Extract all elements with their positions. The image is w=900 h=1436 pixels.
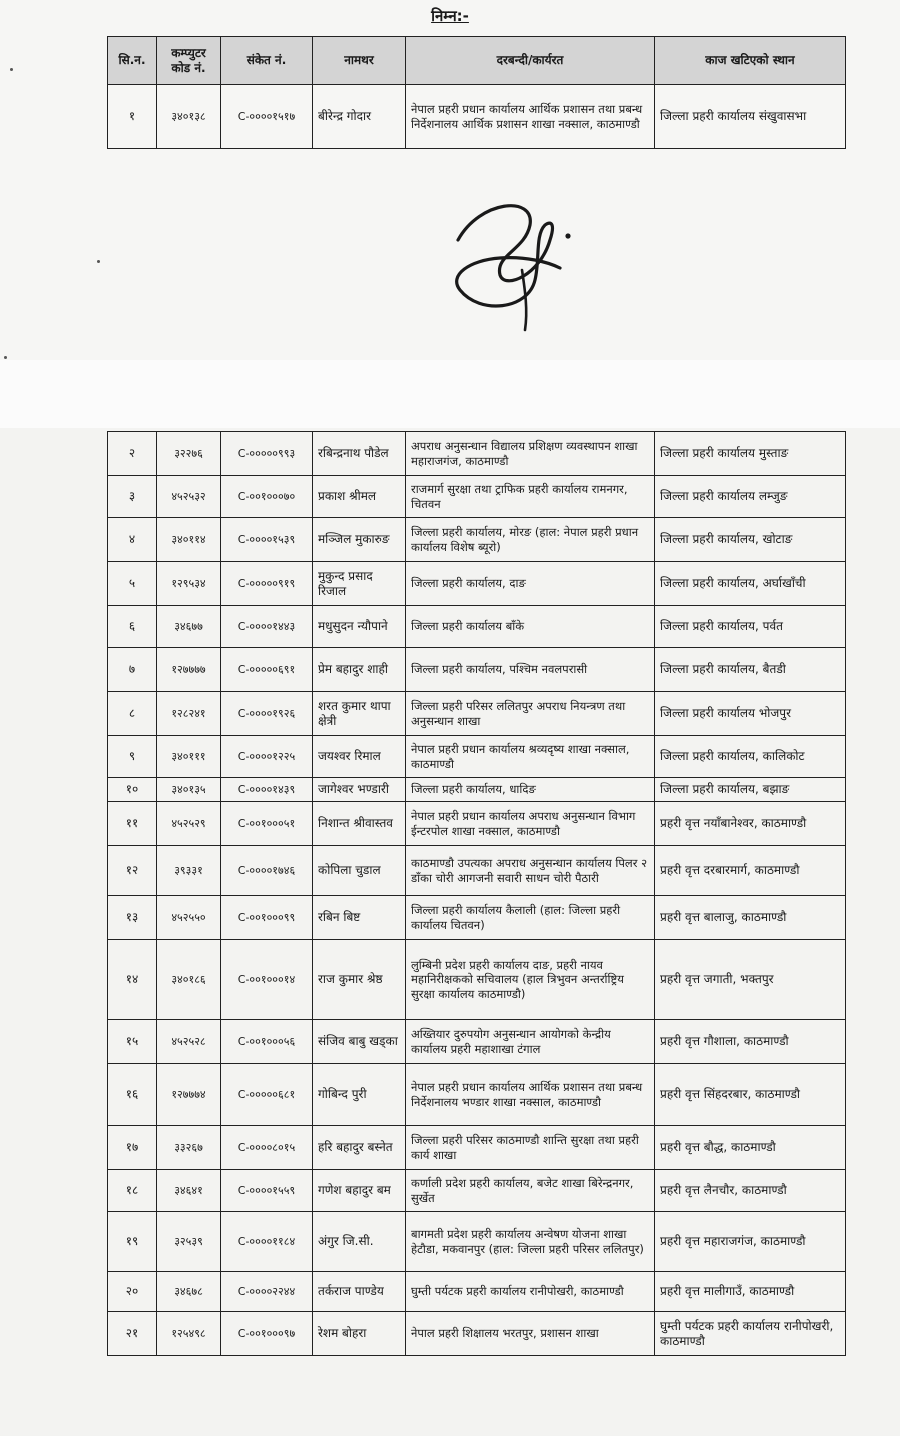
scan-speck xyxy=(10,68,13,71)
cell-name: जयश्वर रिमाल xyxy=(313,736,406,778)
page-gap xyxy=(0,360,900,428)
cell-post: कर्णाली प्रदेश प्रहरी कार्यालय, बजेट शाखा बिरेन्द्रनगर, सुर्खेत xyxy=(406,1170,655,1212)
cell-place: प्रहरी वृत्त महाराजगंज, काठमाण्डौ xyxy=(655,1212,846,1272)
cell-name: गणेश बहादुर बम xyxy=(313,1170,406,1212)
cell-symbol: C-००००१७४६ xyxy=(221,846,313,896)
cell-name: मधुसुदन न्यौपाने xyxy=(313,606,406,648)
cell-place: जिल्ला प्रहरी कार्यालय, बैतडी xyxy=(655,648,846,692)
header-symbol: संकेत नं. xyxy=(221,37,313,85)
cell-code: ३३२६७ xyxy=(157,1126,221,1170)
cell-code: ३४६४१ xyxy=(157,1170,221,1212)
cell-name: निशान्त श्रीवास्तव xyxy=(313,802,406,846)
cell-code: १२७७७४ xyxy=(157,1064,221,1126)
cell-place: प्रहरी वृत्त जगाती, भक्तपुर xyxy=(655,940,846,1020)
cell-place: जिल्ला प्रहरी कार्यालय, कालिकोट xyxy=(655,736,846,778)
cell-symbol: C-००००११८४ xyxy=(221,1212,313,1272)
table-row xyxy=(108,736,846,778)
table-row xyxy=(108,896,846,940)
table-row xyxy=(108,1312,846,1356)
cell-name: रेशम बोहरा xyxy=(313,1312,406,1356)
table-row xyxy=(108,1064,846,1126)
cell-post: जिल्ला प्रहरी कार्यालय, मोरङ (हाल: नेपाल प्रहरी प्रधान कार्यालय विशेष ब्यूरो) xyxy=(406,518,655,562)
cell-sn: २ xyxy=(108,432,157,476)
table-row xyxy=(108,1212,846,1272)
cell-post: लुम्बिनी प्रदेश प्रहरी कार्यालय दाङ, प्रहरी नायव महानिरीक्षकको सचिवालय (हाल त्रिभुवन अन्तर्राष्ट्रिय सुरक्षा कार्यालय काठमाण्डौ) xyxy=(406,940,655,1020)
cell-post: अपराध अनुसन्धान विद्यालय प्रशिक्षण व्यवस्थापन शाखा महाराजगंज, काठमाण्डौ xyxy=(406,432,655,476)
cell-name: अंगुर जि.सी. xyxy=(313,1212,406,1272)
cell-sn: १३ xyxy=(108,896,157,940)
cell-code: ३४६७८ xyxy=(157,1272,221,1312)
table-row xyxy=(108,648,846,692)
cell-sn: १८ xyxy=(108,1170,157,1212)
cell-sn: १४ xyxy=(108,940,157,1020)
cell-code: ३४०१३८ xyxy=(157,85,221,149)
cell-code: ३२५३९ xyxy=(157,1212,221,1272)
cell-symbol: C-०००००६८१ xyxy=(221,1064,313,1126)
cell-code: ४५२५२८ xyxy=(157,1020,221,1064)
cell-name: प्रेम बहादुर शाही xyxy=(313,648,406,692)
cell-sn: ६ xyxy=(108,606,157,648)
table-row xyxy=(108,1020,846,1064)
cell-place: जिल्ला प्रहरी कार्यालय, अर्घाखाँची xyxy=(655,562,846,606)
cell-name: रबिन बिष्ट xyxy=(313,896,406,940)
cell-post: जिल्ला प्रहरी कार्यालय बाँके xyxy=(406,606,655,648)
cell-post: जिल्ला प्रहरी परिसर काठमाण्डौ शान्ति सुरक्षा तथा प्रहरी कार्य शाखा xyxy=(406,1126,655,1170)
table-row xyxy=(108,476,846,518)
cell-code: ४५२५३२ xyxy=(157,476,221,518)
cell-sn: ४ xyxy=(108,518,157,562)
cell-code: ३४०१३५ xyxy=(157,778,221,802)
cell-place: प्रहरी वृत्त दरबारमार्ग, काठमाण्डौ xyxy=(655,846,846,896)
cell-symbol: C-०००००९१९ xyxy=(221,562,313,606)
scan-speck xyxy=(4,356,7,359)
table-row xyxy=(108,85,846,149)
header-code: कम्प्युटर कोड नं. xyxy=(157,37,221,85)
cell-sn: १२ xyxy=(108,846,157,896)
cell-place: प्रहरी वृत्त नयाँबानेश्वर, काठमाण्डौ xyxy=(655,802,846,846)
table-row xyxy=(108,606,846,648)
cell-sn: ५ xyxy=(108,562,157,606)
cell-code: ३४०११४ xyxy=(157,518,221,562)
cell-symbol: C-००१०००९९ xyxy=(221,896,313,940)
cell-place: जिल्ला प्रहरी कार्यालय मुस्ताङ xyxy=(655,432,846,476)
table-row xyxy=(108,1272,846,1312)
cell-post: नेपाल प्रहरी प्रधान कार्यालय अपराध अनुसन्धान विभाग ईन्टरपोल शाखा नक्साल, काठमाण्डौ xyxy=(406,802,655,846)
cell-symbol: C-००००१२२५ xyxy=(221,736,313,778)
cell-symbol: C-०००००९९३ xyxy=(221,432,313,476)
cell-place: प्रहरी वृत्त गौशाला, काठमाण्डौ xyxy=(655,1020,846,1064)
cell-symbol: C-००००१४४३ xyxy=(221,606,313,648)
cell-sn: १९ xyxy=(108,1212,157,1272)
cell-code: १२५४९८ xyxy=(157,1312,221,1356)
cell-name: गोबिन्द पुरी xyxy=(313,1064,406,1126)
cell-code: ३४०१८६ xyxy=(157,940,221,1020)
table-row xyxy=(108,1170,846,1212)
table-row xyxy=(108,802,846,846)
cell-name: संजिव बाबु खड्का xyxy=(313,1020,406,1064)
cell-post: जिल्ला प्रहरी परिसर ललितपुर अपराध नियन्त्रण तथा अनुसन्धान शाखा xyxy=(406,692,655,736)
cell-symbol: C-००१०००७० xyxy=(221,476,313,518)
assignment-table-bottom xyxy=(107,431,846,1356)
cell-symbol: C-००००१९२६ xyxy=(221,692,313,736)
scan-speck xyxy=(97,260,100,263)
cell-code: ४५२५५० xyxy=(157,896,221,940)
cell-post: जिल्ला प्रहरी कार्यालय, धादिङ xyxy=(406,778,655,802)
table-row xyxy=(108,940,846,1020)
cell-sn: १० xyxy=(108,778,157,802)
cell-post: अख्तियार दुरुपयोग अनुसन्धान आयोगको केन्द्रीय कार्यालय प्रहरी महाशाखा टंगाल xyxy=(406,1020,655,1064)
cell-symbol: C-००००१५३९ xyxy=(221,518,313,562)
cell-place: जिल्ला प्रहरी कार्यालय भोजपुर xyxy=(655,692,846,736)
cell-post: जिल्ला प्रहरी कार्यालय कैलाली (हाल: जिल्ला प्रहरी कार्यालय चितवन) xyxy=(406,896,655,940)
cell-post: जिल्ला प्रहरी कार्यालय, दाङ xyxy=(406,562,655,606)
header-post: दरबन्दी/कार्यरत xyxy=(406,37,655,85)
cell-symbol: C-००००२२४४ xyxy=(221,1272,313,1312)
table-row xyxy=(108,1126,846,1170)
signature xyxy=(440,180,590,340)
cell-post: नेपाल प्रहरी प्रधान कार्यालय आर्थिक प्रशासन तथा प्रबन्ध निर्देशनालय आर्थिक प्रशासन शाखा नक्साल, काठमाण्डौ xyxy=(406,85,655,149)
cell-symbol: C-००१०००१४ xyxy=(221,940,313,1020)
table-row xyxy=(108,846,846,896)
cell-name: मुकुन्द प्रसाद रिजाल xyxy=(313,562,406,606)
cell-name: कोपिला चुडाल xyxy=(313,846,406,896)
table-header-row xyxy=(108,37,846,85)
cell-place: घुम्ती पर्यटक प्रहरी कार्यालय रानीपोखरी, काठमाण्डौ xyxy=(655,1312,846,1356)
cell-code: ४५२५२९ xyxy=(157,802,221,846)
page-heading: निम्न:- xyxy=(431,7,469,25)
cell-sn: ८ xyxy=(108,692,157,736)
cell-sn: २१ xyxy=(108,1312,157,1356)
cell-name: राज कुमार श्रेष्ठ xyxy=(313,940,406,1020)
cell-code: ३४०१११ xyxy=(157,736,221,778)
cell-place: जिल्ला प्रहरी कार्यालय, बझाङ xyxy=(655,778,846,802)
cell-post: बागमती प्रदेश प्रहरी कार्यालय अन्वेषण योजना शाखा हेटौडा, मकवानपुर (हाल: जिल्ला प्रहरी परिसर ललितपुर) xyxy=(406,1212,655,1272)
cell-name: मञ्जिल मुकारुङ xyxy=(313,518,406,562)
cell-code: ३२२७६ xyxy=(157,432,221,476)
cell-sn: ३ xyxy=(108,476,157,518)
cell-post: राजमार्ग सुरक्षा तथा ट्राफिक प्रहरी कार्यालय रामनगर, चितवन xyxy=(406,476,655,518)
cell-post: काठमाण्डौ उपत्यका अपराध अनुसन्धान कार्यालय पिलर २ डाँका चोरी आगजनी सवारी साधन चोरी पैठारी xyxy=(406,846,655,896)
cell-code: ३४६७७ xyxy=(157,606,221,648)
cell-post: घुम्ती पर्यटक प्रहरी कार्यालय रानीपोखरी, काठमाण्डौ xyxy=(406,1272,655,1312)
table-row xyxy=(108,692,846,736)
header-name: नामथर xyxy=(313,37,406,85)
cell-symbol: C-००००१४३९ xyxy=(221,778,313,802)
cell-symbol: C-०००००६९१ xyxy=(221,648,313,692)
cell-name: रबिन्द्रनाथ पौडेल xyxy=(313,432,406,476)
cell-place: प्रहरी वृत्त बालाजु, काठमाण्डौ xyxy=(655,896,846,940)
cell-name: तर्कराज पाण्डेय xyxy=(313,1272,406,1312)
cell-code: १२९५३४ xyxy=(157,562,221,606)
cell-post: नेपाल प्रहरी शिक्षालय भरतपुर, प्रशासन शाखा xyxy=(406,1312,655,1356)
table-row xyxy=(108,562,846,606)
cell-post: जिल्ला प्रहरी कार्यालय, पश्चिम नवलपरासी xyxy=(406,648,655,692)
cell-sn: १६ xyxy=(108,1064,157,1126)
header-place: काज खटिएको स्थान xyxy=(655,37,846,85)
cell-code: १२७७७७ xyxy=(157,648,221,692)
cell-name: प्रकाश श्रीमल xyxy=(313,476,406,518)
cell-symbol: C-००००८०१५ xyxy=(221,1126,313,1170)
cell-place: प्रहरी वृत्त मालीगाउँ, काठमाण्डौ xyxy=(655,1272,846,1312)
cell-symbol: C-००१०००५१ xyxy=(221,802,313,846)
cell-code: १२८२४१ xyxy=(157,692,221,736)
cell-place: प्रहरी वृत्त लैनचौर, काठमाण्डौ xyxy=(655,1170,846,1212)
cell-sn: ९ xyxy=(108,736,157,778)
table-row xyxy=(108,432,846,476)
cell-symbol: C-००००१५५९ xyxy=(221,1170,313,1212)
table-row xyxy=(108,518,846,562)
cell-place: जिल्ला प्रहरी कार्यालय लम्जुङ xyxy=(655,476,846,518)
cell-place: जिल्ला प्रहरी कार्यालय, पर्वत xyxy=(655,606,846,648)
cell-name: शरत कुमार थापा क्षेत्री xyxy=(313,692,406,736)
cell-symbol: C-००१०००९७ xyxy=(221,1312,313,1356)
cell-code: ३९३३१ xyxy=(157,846,221,896)
cell-sn: १७ xyxy=(108,1126,157,1170)
cell-place: जिल्ला प्रहरी कार्यालय संखुवासभा xyxy=(655,85,846,149)
cell-sn: ७ xyxy=(108,648,157,692)
assignment-table-top xyxy=(107,36,846,149)
cell-place: प्रहरी वृत्त बौद्ध, काठमाण्डौ xyxy=(655,1126,846,1170)
cell-post: नेपाल प्रहरी प्रधान कार्यालय श्रव्यदृष्य शाखा नक्साल, काठमाण्डौ xyxy=(406,736,655,778)
cell-place: जिल्ला प्रहरी कार्यालय, खोटाङ xyxy=(655,518,846,562)
cell-sn: ११ xyxy=(108,802,157,846)
cell-symbol: C-००००१५१७ xyxy=(221,85,313,149)
cell-name: हरि बहादुर बस्नेत xyxy=(313,1126,406,1170)
cell-post: नेपाल प्रहरी प्रधान कार्यालय आर्थिक प्रशासन तथा प्रबन्ध निर्देशनालय भण्डार शाखा नक्साल, काठमाण्डौ xyxy=(406,1064,655,1126)
cell-symbol: C-००१०००५६ xyxy=(221,1020,313,1064)
cell-name: जागेश्वर भण्डारी xyxy=(313,778,406,802)
cell-place: प्रहरी वृत्त सिंहदरबार, काठमाण्डौ xyxy=(655,1064,846,1126)
cell-sn: १ xyxy=(108,85,157,149)
header-sn: सि.न. xyxy=(108,37,157,85)
table-row xyxy=(108,778,846,802)
cell-sn: १५ xyxy=(108,1020,157,1064)
cell-name: बीरेन्द्र गोदार xyxy=(313,85,406,149)
cell-sn: २० xyxy=(108,1272,157,1312)
